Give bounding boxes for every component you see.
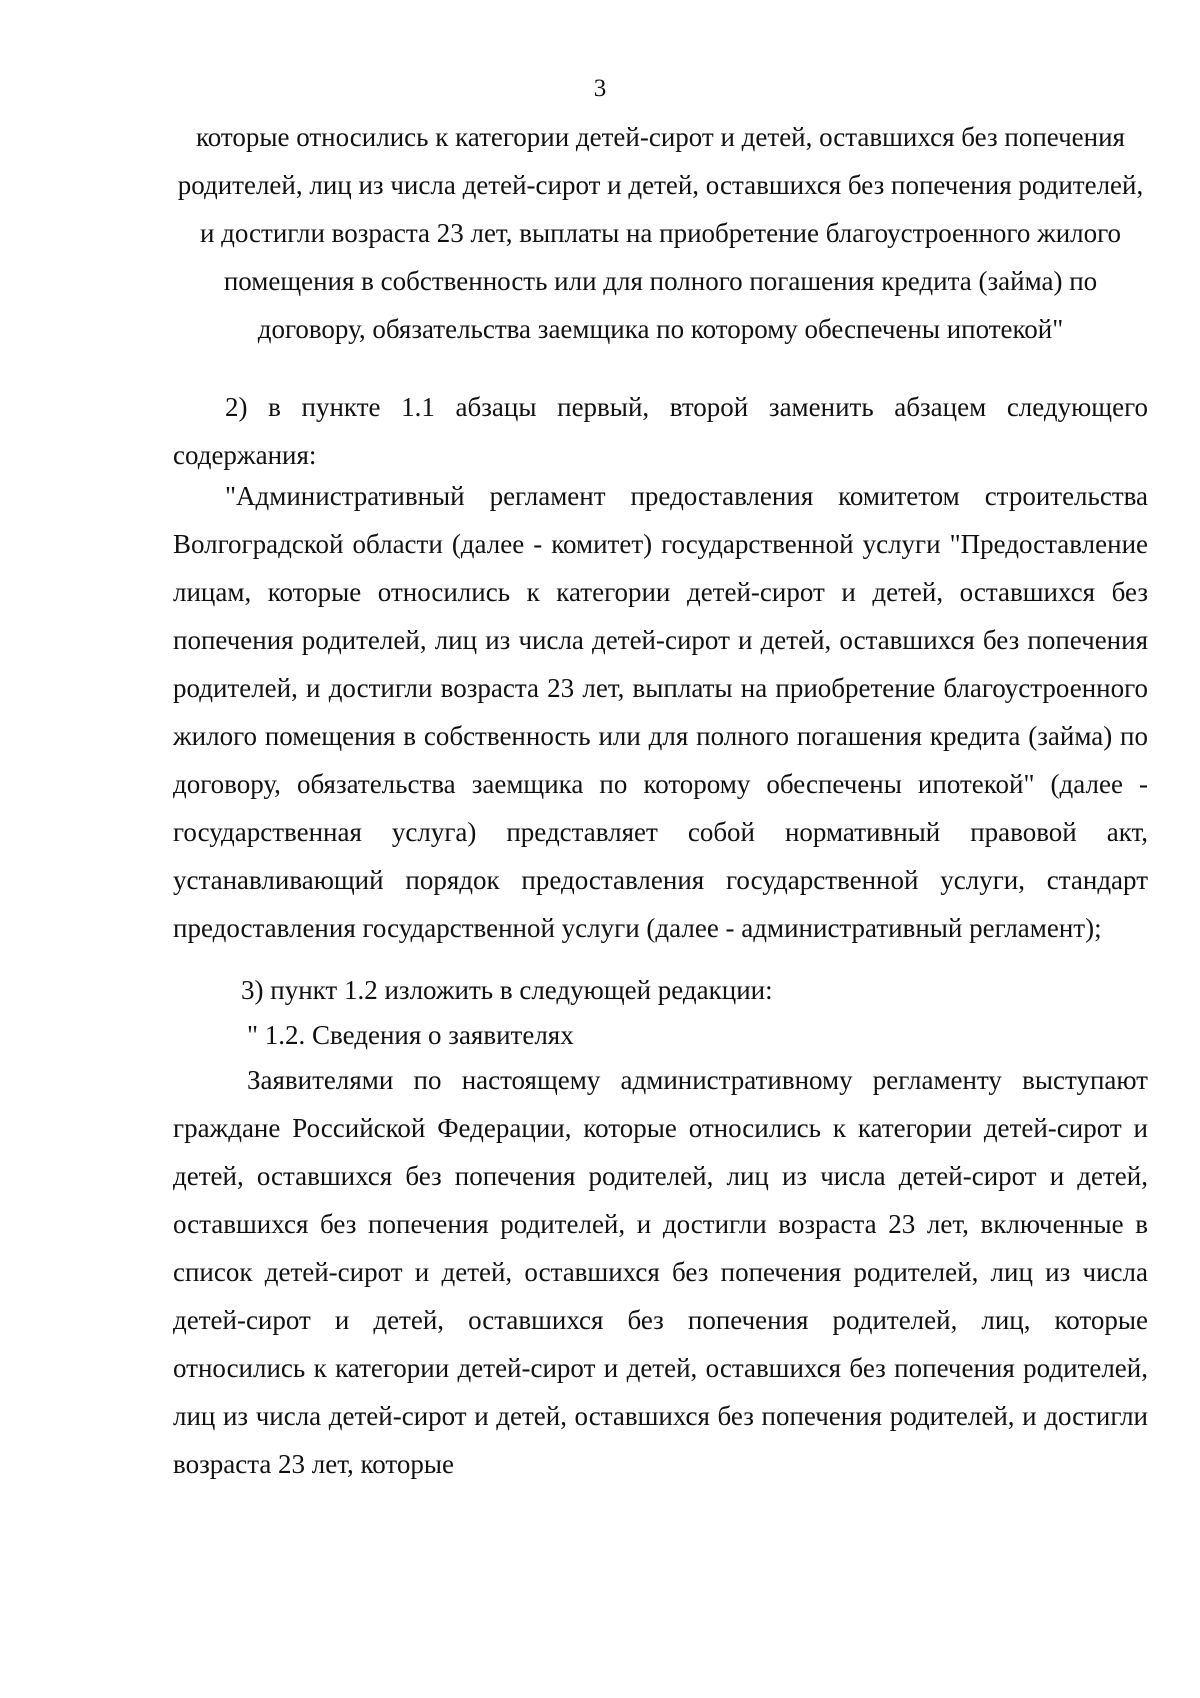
item-2-quote-text: "Административный регламент предоставления комитетом строительства Волгоградской области (далее - комитет) государственной услуги "Предоставление лицам, которые относились к категории детей-сирот и детей, оставшихся без попечения родителей, лиц из числа детей-сирот и детей, оставшихся без попечения родителей, и достигли возраста 23 лет, выплаты на приобретение благоустроенного жилого помещения в собственность или для полного погашения кредита (займа) по договору, обязательства заемщика по которому обеспечены ипотекой" (далее - государственная услуга) представляет собой нормативный правовой акт, устанавливающий порядок предоставления государственной услуги, стандарт предоставления государственной услуги (далее - административный регламент); bbox=[173, 481, 1148, 943]
applicants-paragraph bbox=[173, 1056, 1148, 1488]
intro-text: которые относились к категории детей-сирот и детей, оставшихся без попечения родителей, лиц из числа детей-сирот и детей, оставшихся без попечения родителей, и достигли возраста 23 лет, выплаты на приобретение благоустроенного жилого помещения в собственность или для полного погашения кредита (займа) по договору, обязательства заемщика по которому обеспечены ипотекой" bbox=[177, 122, 1144, 344]
section-heading-paragraph bbox=[173, 1011, 1148, 1059]
page-number: 3 bbox=[593, 75, 607, 102]
item-2-quote-paragraph bbox=[173, 472, 1148, 952]
section-heading: " 1.2. Сведения о заявителях bbox=[247, 1020, 574, 1050]
intro-paragraph bbox=[173, 113, 1148, 353]
applicants-text: Заявителями по настоящему административному регламенту выступают граждане Российской Федерации, которые относились к категории детей-сирот и детей, оставшихся без попечения родителей, лиц из числа детей-сирот и детей, оставшихся без попечения родителей, и достигли возраста 23 лет, включенные в список детей-сирот и детей, оставшихся без попечения родителей, лиц из числа детей-сирот и детей, оставшихся без попечения родителей, лиц, которые относились к категории детей-сирот и детей, оставшихся без попечения родителей, лиц из числа детей-сирот и детей, оставшихся без попечения родителей, и достигли возраста 23 лет, которые bbox=[173, 1065, 1148, 1479]
item-3-paragraph bbox=[173, 966, 1148, 1014]
item-2-text: 2) в пункте 1.1 абзацы первый, второй заменить абзацем следующего содержания: bbox=[173, 392, 1148, 470]
item-3-text: 3) пункт 1.2 изложить в следующей редакции: bbox=[241, 975, 773, 1005]
item-2-paragraph bbox=[173, 383, 1148, 479]
